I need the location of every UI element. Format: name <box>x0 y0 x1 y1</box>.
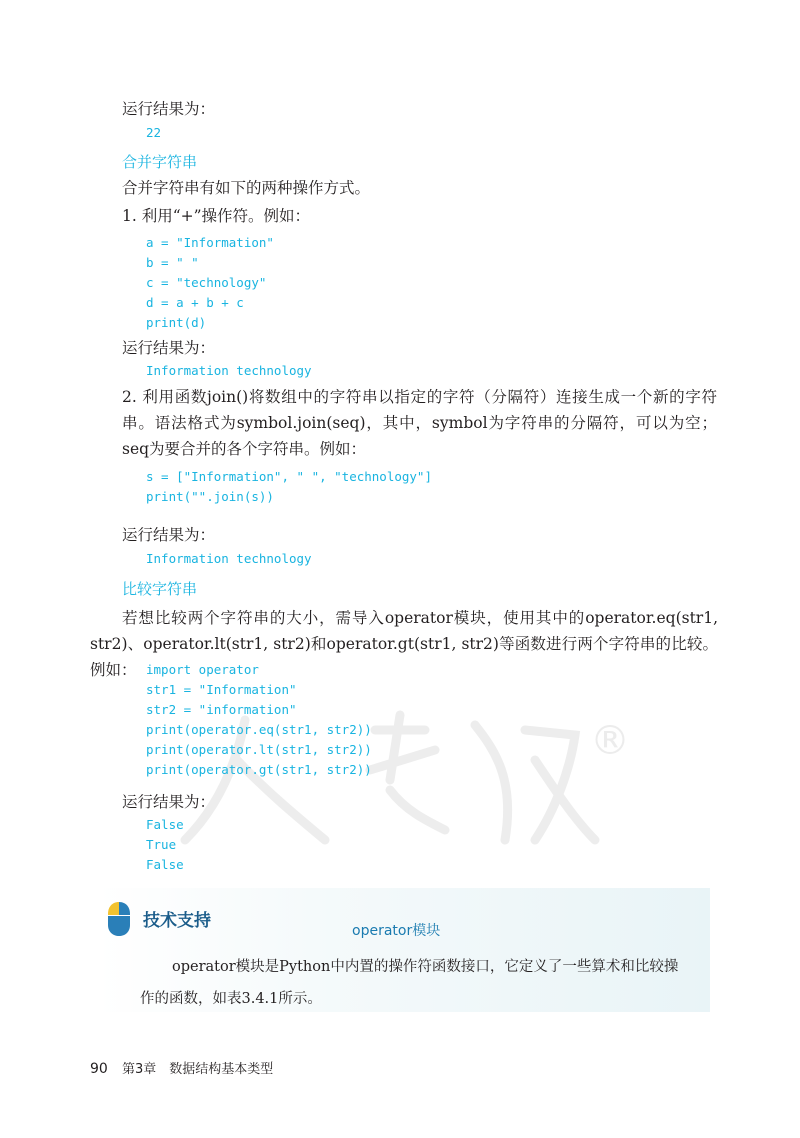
result-label-2: 运行结果为： <box>122 339 216 357</box>
code-line: c = "technology" <box>146 275 267 290</box>
code-line: False <box>146 857 184 872</box>
result-label-1: 运行结果为： <box>122 100 216 118</box>
code-block-1 <box>146 233 274 333</box>
code-line: d = a + b + c <box>146 295 244 310</box>
code-line: print(d) <box>146 315 207 330</box>
method-2-paragraph: 2. 利用函数join()将数组中的字符串以指定的字符（分隔符）连接生成一个新的字符串。语法格式为symbol.join(seq)，其中，symbol为字符串的分隔符，可以为空；seq为要合并的各个字符串。例如： <box>122 388 717 458</box>
result-output-2: Information technology <box>146 363 312 378</box>
code-line: b = " " <box>146 255 199 270</box>
code-line: print(operator.gt(str1, str2)) <box>146 762 372 777</box>
code-line: print(operator.lt(str1, str2)) <box>146 742 372 757</box>
result-label-4: 运行结果为： <box>122 793 216 811</box>
tech-support-body: operator模块是Python中内置的操作符函数接口，它定义了一些算术和比较操作的函数，如表3.4.1所示。 <box>140 959 679 1007</box>
code-line: print(operator.eq(str1, str2)) <box>146 722 372 737</box>
code-block-3 <box>146 660 372 780</box>
code-line: print("".join(s)) <box>146 489 274 504</box>
code-line: s = ["Information", " ", "technology"] <box>146 469 432 484</box>
heading-concat: 合并字符串 <box>122 153 198 171</box>
concat-intro: 合并字符串有如下的两种操作方式。 <box>122 179 371 197</box>
code-block-2 <box>146 467 432 507</box>
compare-intro: 若想比较两个字符串的大小，需导入operator模块，使用其中的operator.eq(str1, str2)、operator.lt(str1, str2)和operator.gt(str1, str2)等函数进行两个字符串的比较。例如： <box>90 609 718 679</box>
code-line: str1 = "Information" <box>146 682 297 697</box>
code-line: True <box>146 837 177 852</box>
heading-compare: 比较字符串 <box>122 580 198 598</box>
result-output-3: Information technology <box>146 551 312 566</box>
mouse-icon <box>107 901 131 937</box>
result-output-1: 22 <box>146 125 162 140</box>
method-1: 1. 利用“+”操作符。例如： <box>122 207 311 225</box>
chapter-title: 第3章 数据结构基本类型 <box>121 1062 274 1077</box>
result-label-3: 运行结果为： <box>122 526 216 544</box>
page-footer <box>90 1058 273 1077</box>
code-line: str2 = "information" <box>146 702 297 717</box>
code-line: False <box>146 817 184 832</box>
tech-support-title: 技术支持 <box>143 911 211 931</box>
registered-mark: ® <box>590 718 630 764</box>
code-line: a = "Information" <box>146 235 274 250</box>
result-output-4 <box>146 815 184 875</box>
code-line: import operator <box>146 662 259 677</box>
page-number: 90 <box>90 1061 108 1077</box>
tech-support-subtitle: operator模块 <box>352 923 441 939</box>
